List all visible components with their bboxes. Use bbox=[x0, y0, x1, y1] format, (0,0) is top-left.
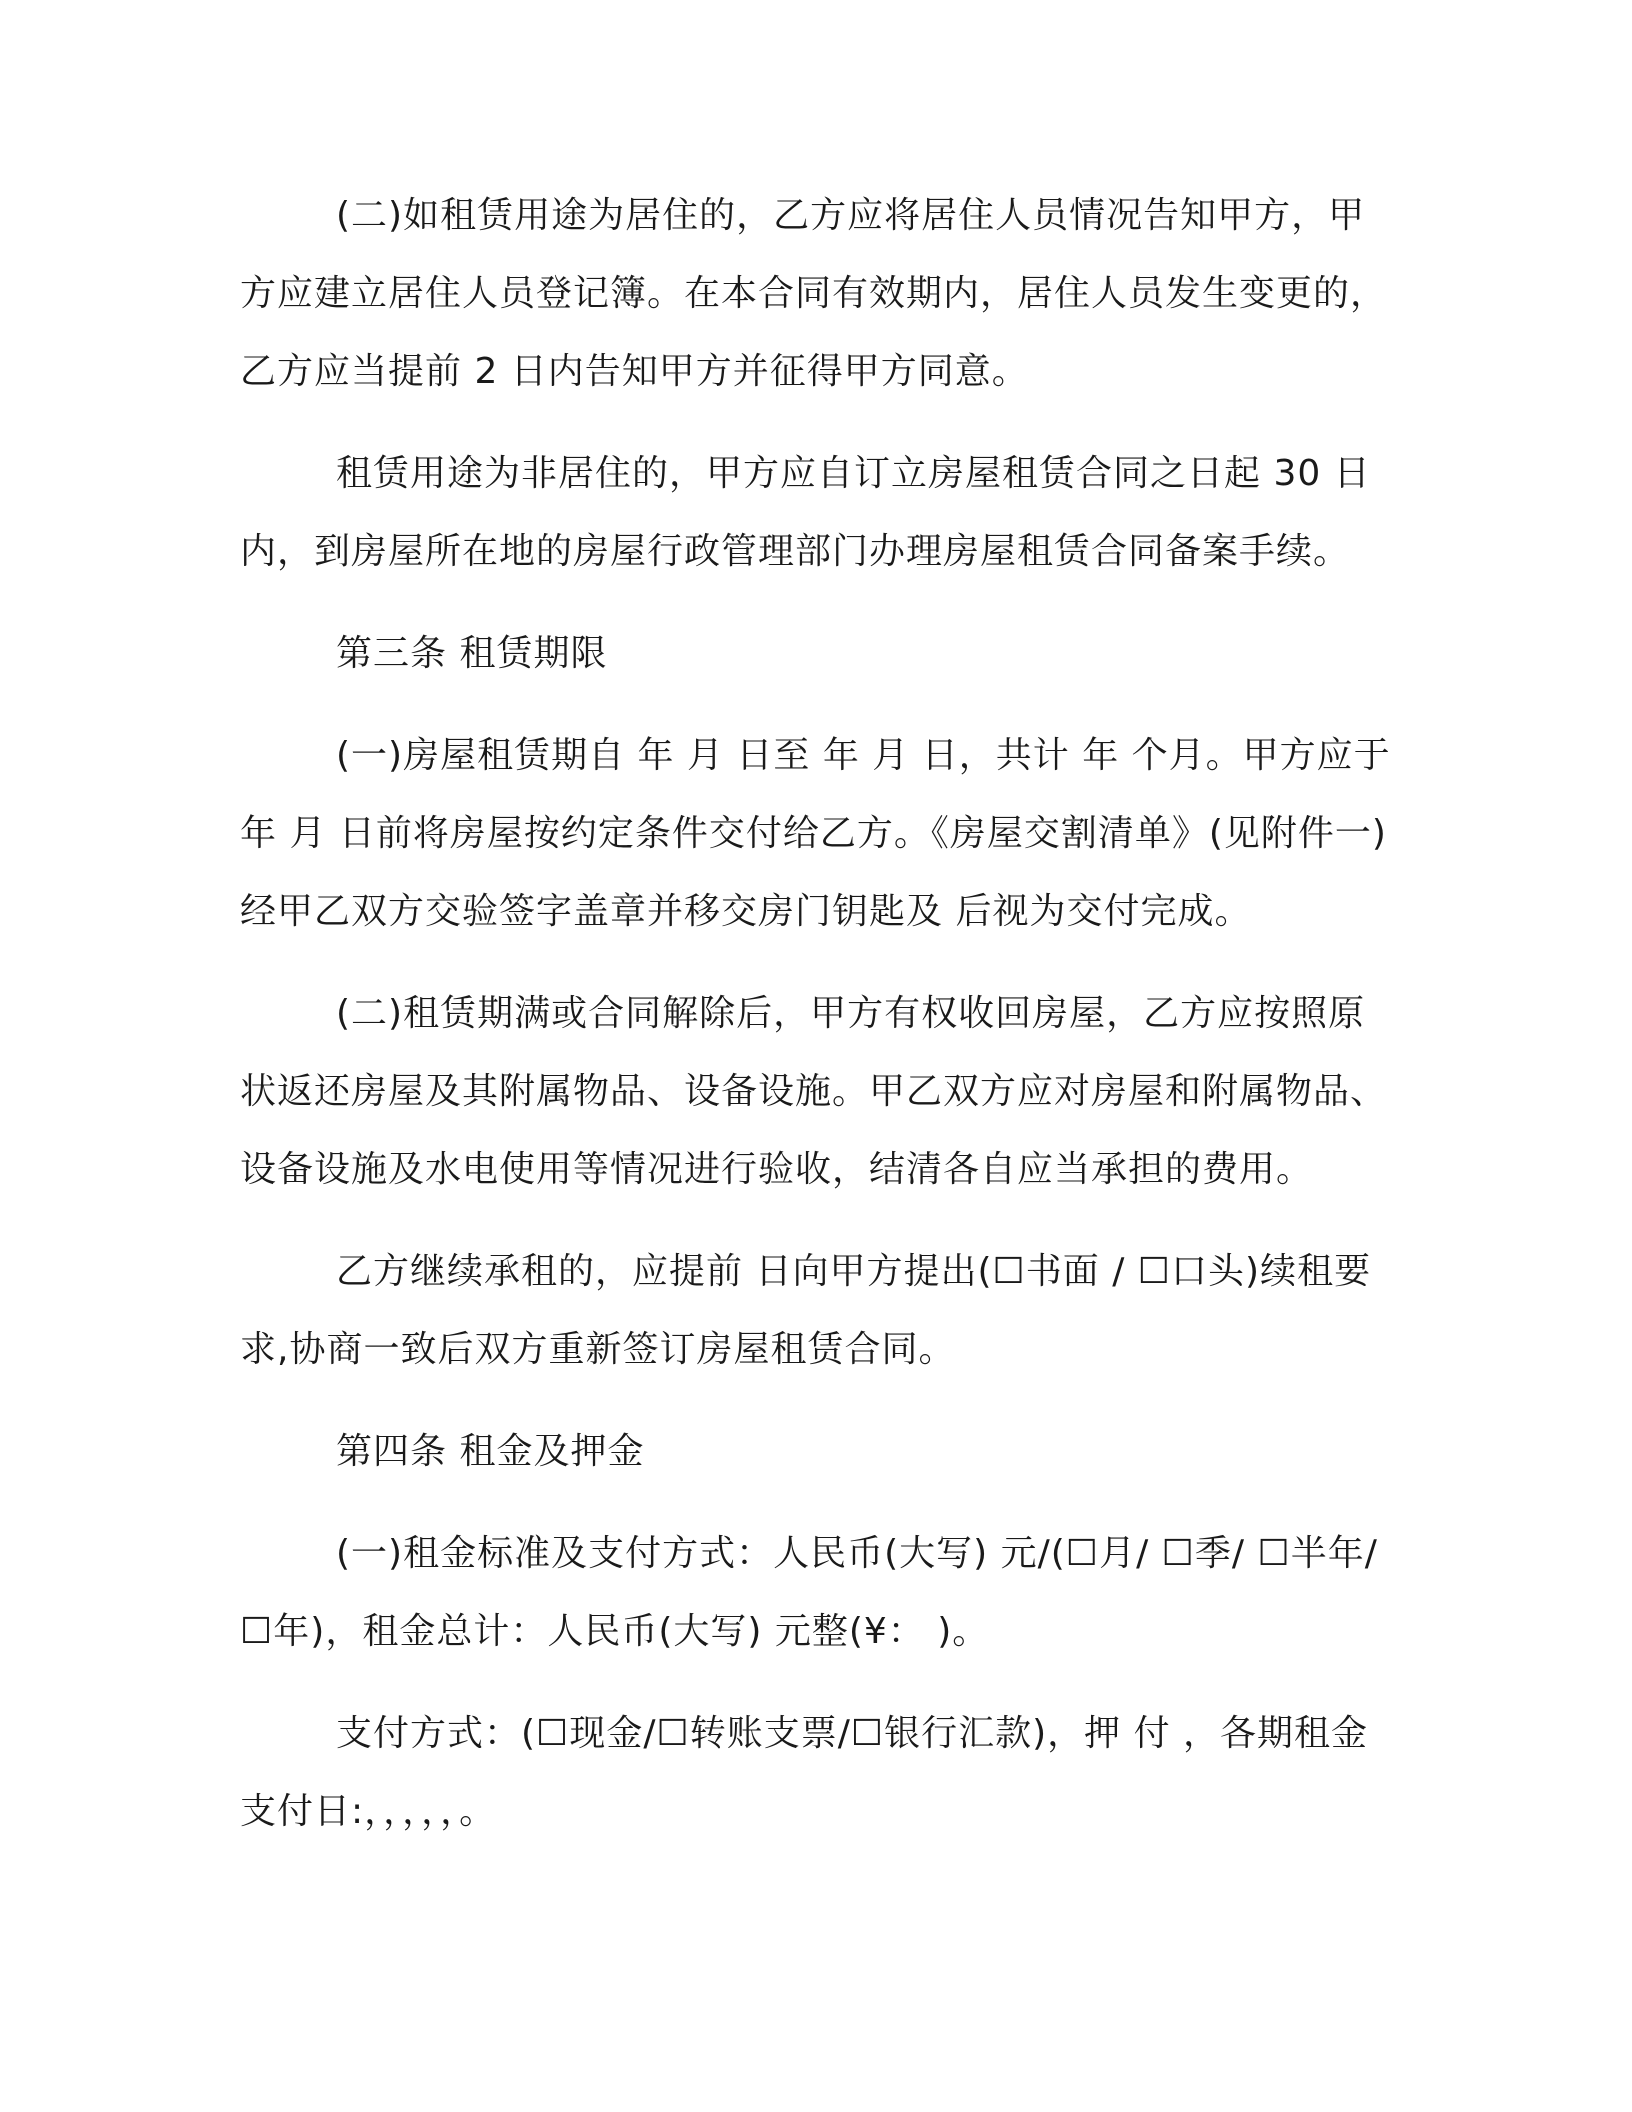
paragraph-nonresidential-line-1: 租赁用途为非居住的，甲方应自订立房屋租赁合同之日起 30 日 bbox=[336, 453, 1371, 494]
paragraph-nonresidential-line-2: 内，到房屋所在地的房屋行政管理部门办理房屋租赁合同备案手续。 bbox=[240, 531, 1351, 572]
article-4-heading: 第四条 租金及押金 bbox=[336, 1431, 645, 1472]
paragraph-payment-method-line-1: 支付方式：(☐现金/☐转账支票/☐银行汇款)，押 付 ，各期租金 bbox=[336, 1713, 1369, 1754]
paragraph-lease-term-line-3: 经甲乙双方交验签字盖章并移交房门钥匙及 后视为交付完成。 bbox=[240, 891, 1252, 932]
paragraph-renewal-line-2: 求,协商一致后双方重新签订房屋租赁合同。 bbox=[240, 1329, 956, 1370]
paragraph-lease-term-line-2: 年 月 日前将房屋按约定条件交付给乙方。《房屋交割清单》(见附件一) bbox=[240, 813, 1387, 854]
paragraph-lease-term-line-1: (一)房屋租赁期自 年 月 日至 年 月 日，共计 年 个月。甲方应于 bbox=[336, 735, 1391, 776]
paragraph-expiry-line-3: 设备设施及水电使用等情况进行验收，结清各自应当承担的费用。 bbox=[240, 1149, 1314, 1190]
paragraph-expiry-line-1: (二)租赁期满或合同解除后，甲方有权收回房屋，乙方应按照原 bbox=[336, 993, 1366, 1034]
paragraph-rent-standard-line-1: (一)租金标准及支付方式：人民币(大写) 元/(☐月/ ☐季/ ☐半年/ bbox=[336, 1533, 1378, 1574]
paragraph-payment-method-line-2: 支付日:，，，，，。 bbox=[240, 1791, 497, 1832]
paragraph-expiry-line-2: 状返还房屋及其附属物品、设备设施。甲乙双方应对房屋和附属物品、 bbox=[240, 1071, 1388, 1112]
article-3-heading: 第三条 租赁期限 bbox=[336, 633, 608, 674]
paragraph-residential-line-1: (二)如租赁用途为居住的，乙方应将居住人员情况告知甲方，甲 bbox=[336, 195, 1366, 236]
paragraph-residential-line-3: 乙方应当提前 2 日内告知甲方并征得甲方同意。 bbox=[240, 351, 1029, 392]
paragraph-renewal-line-1: 乙方继续承租的，应提前 日向甲方提出(☐书面 / ☐口头)续租要 bbox=[336, 1251, 1372, 1292]
paragraph-rent-standard-line-2: ☐年)，租金总计：人民币(大写) 元整(¥： )。 bbox=[240, 1611, 990, 1652]
paragraph-residential-line-2: 方应建立居住人员登记簿。在本合同有效期内，居住人员发生变更的， bbox=[240, 273, 1388, 314]
